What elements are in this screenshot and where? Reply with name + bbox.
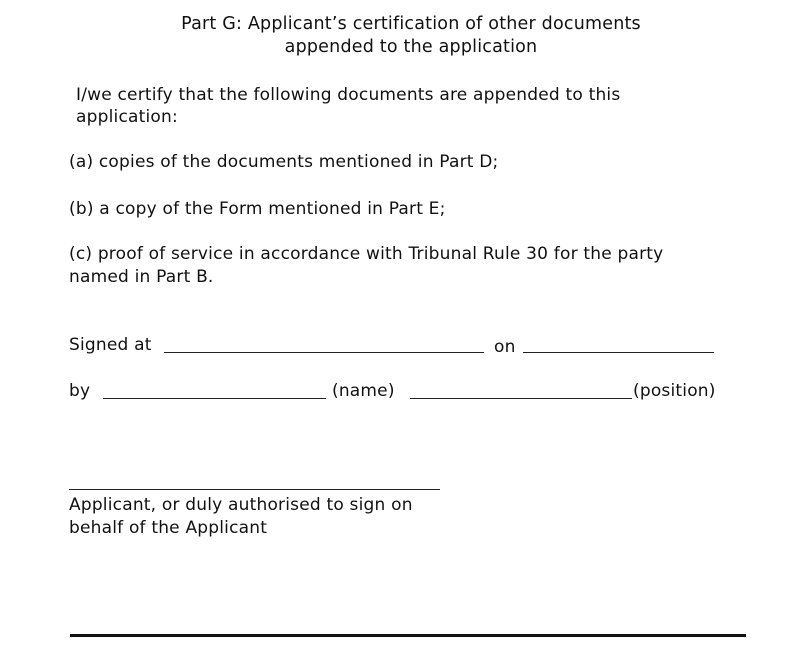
name-field[interactable]: [103, 398, 326, 399]
signed-at-field[interactable]: [164, 352, 484, 353]
certification-intro-line-1: I/we certify that the following documents are appended to this: [76, 85, 621, 105]
position-label: (position): [633, 381, 716, 401]
section-title-line-2: appended to the application: [284, 37, 538, 57]
item-c-line-1: (c) proof of service in accordance with Tribunal Rule 30 for the party: [69, 244, 664, 264]
certification-intro-line-2: application:: [76, 107, 178, 127]
signatory-caption-line-1: Applicant, or duly authorised to sign on: [69, 495, 413, 515]
position-field[interactable]: [410, 398, 632, 399]
item-c-line-2: named in Part B.: [69, 267, 214, 287]
item-a: (a) copies of the documents mentioned in Part D;: [69, 152, 499, 172]
section-title-line-1: Part G: Applicant’s certification of other documents: [181, 14, 641, 34]
name-label: (name): [332, 381, 395, 401]
signatory-caption-line-2: behalf of the Applicant: [69, 518, 268, 538]
by-label: by: [69, 381, 91, 401]
signature-field[interactable]: [69, 489, 440, 490]
item-b: (b) a copy of the Form mentioned in Part E;: [69, 199, 446, 219]
date-label: on: [494, 337, 516, 357]
bottom-divider: [70, 634, 746, 637]
signed-at-label: Signed at: [69, 335, 152, 355]
date-field[interactable]: [523, 352, 714, 353]
